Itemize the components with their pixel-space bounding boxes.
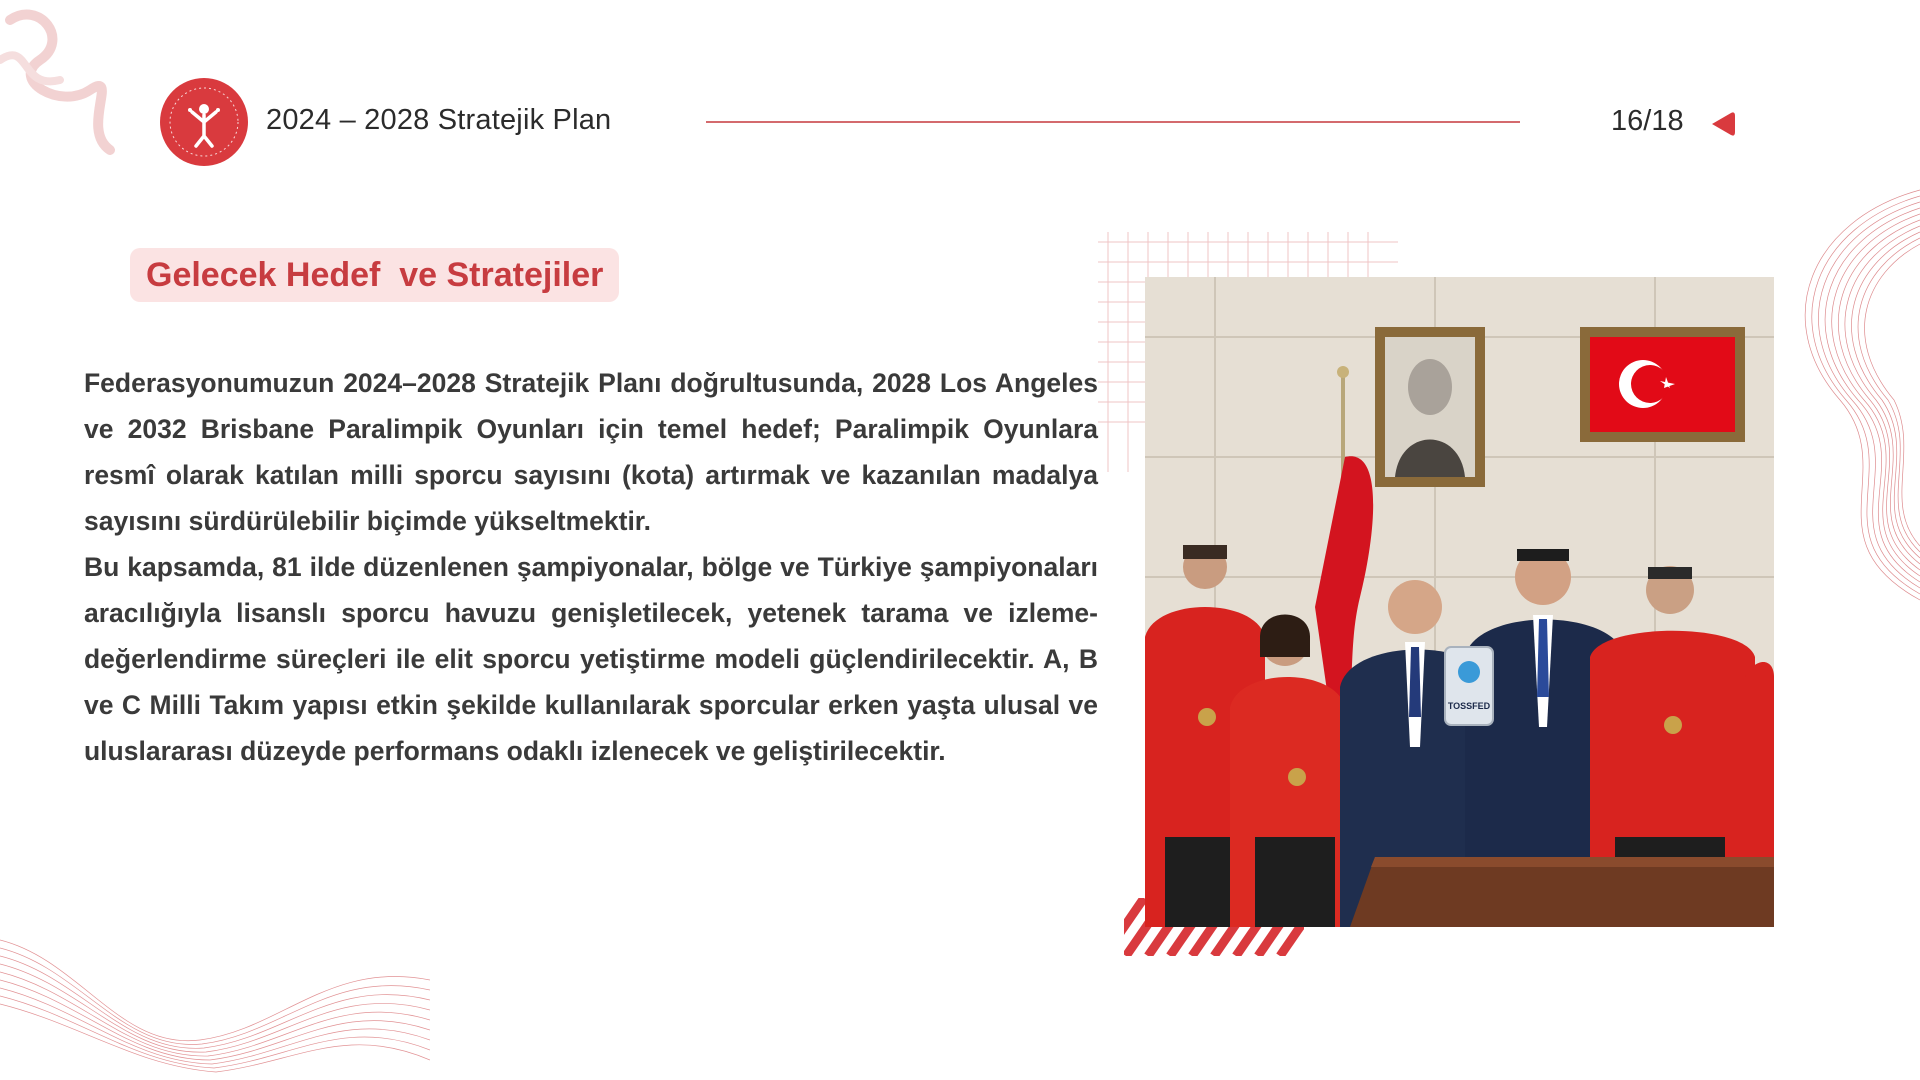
section-title-pill bbox=[130, 248, 619, 302]
decorative-waves-bottom-left bbox=[0, 900, 430, 1080]
slide-header bbox=[160, 78, 1740, 168]
decorative-waves-right bbox=[1750, 180, 1920, 610]
plan-title: 2024 – 2028 Stratejik Plan bbox=[266, 104, 612, 136]
flag-frame bbox=[1580, 327, 1745, 442]
paragraph-1: Federasyonumuzun 2024–2028 Stratejik Planı doğrultusunda, 2028 Los Angeles ve 2032 Brisbane Paralimpik Oyunları için temel hedef; Paralimpik Oyunlara resmî olarak katılan milli sporcu sayısını (kota) artırmak ve kazanılan madalya sayısını sürdürülebilir biçimde yükseltmektir. bbox=[84, 368, 1098, 536]
paragraph-2: Bu kapsamda, 81 ilde düzenlenen şampiyonalar, bölge ve Türkiye şampiyonaları aracılığıyla lisanslı sporcu havuzu genişletilecek, yetenek tarama ve izleme-değerlendirme süreçleri ile elit sporcu yetiştirme modeli güçlendirilecektir. A, B ve C Milli Takım yapısı etkin şekilde kullanılarak sporcular erken yaşta ulusal ve uluslararası düzeyde performans odaklı izlenecek ve geliştirilecektir. bbox=[84, 552, 1098, 766]
plaque-text: TOSSFED bbox=[1447, 701, 1491, 711]
header-divider bbox=[706, 121, 1520, 123]
section-title: Gelecek Hedef ve Stratejiler bbox=[146, 255, 604, 294]
desk bbox=[1350, 857, 1774, 927]
team-photo bbox=[1145, 277, 1774, 927]
body-text bbox=[84, 360, 1098, 774]
decorative-scribble-top-left bbox=[0, 0, 140, 160]
page-number: 16/18 bbox=[1611, 105, 1684, 137]
arrow-left-icon[interactable] bbox=[1709, 110, 1737, 138]
portrait-frame bbox=[1375, 327, 1485, 487]
federation-logo-icon bbox=[160, 78, 248, 166]
